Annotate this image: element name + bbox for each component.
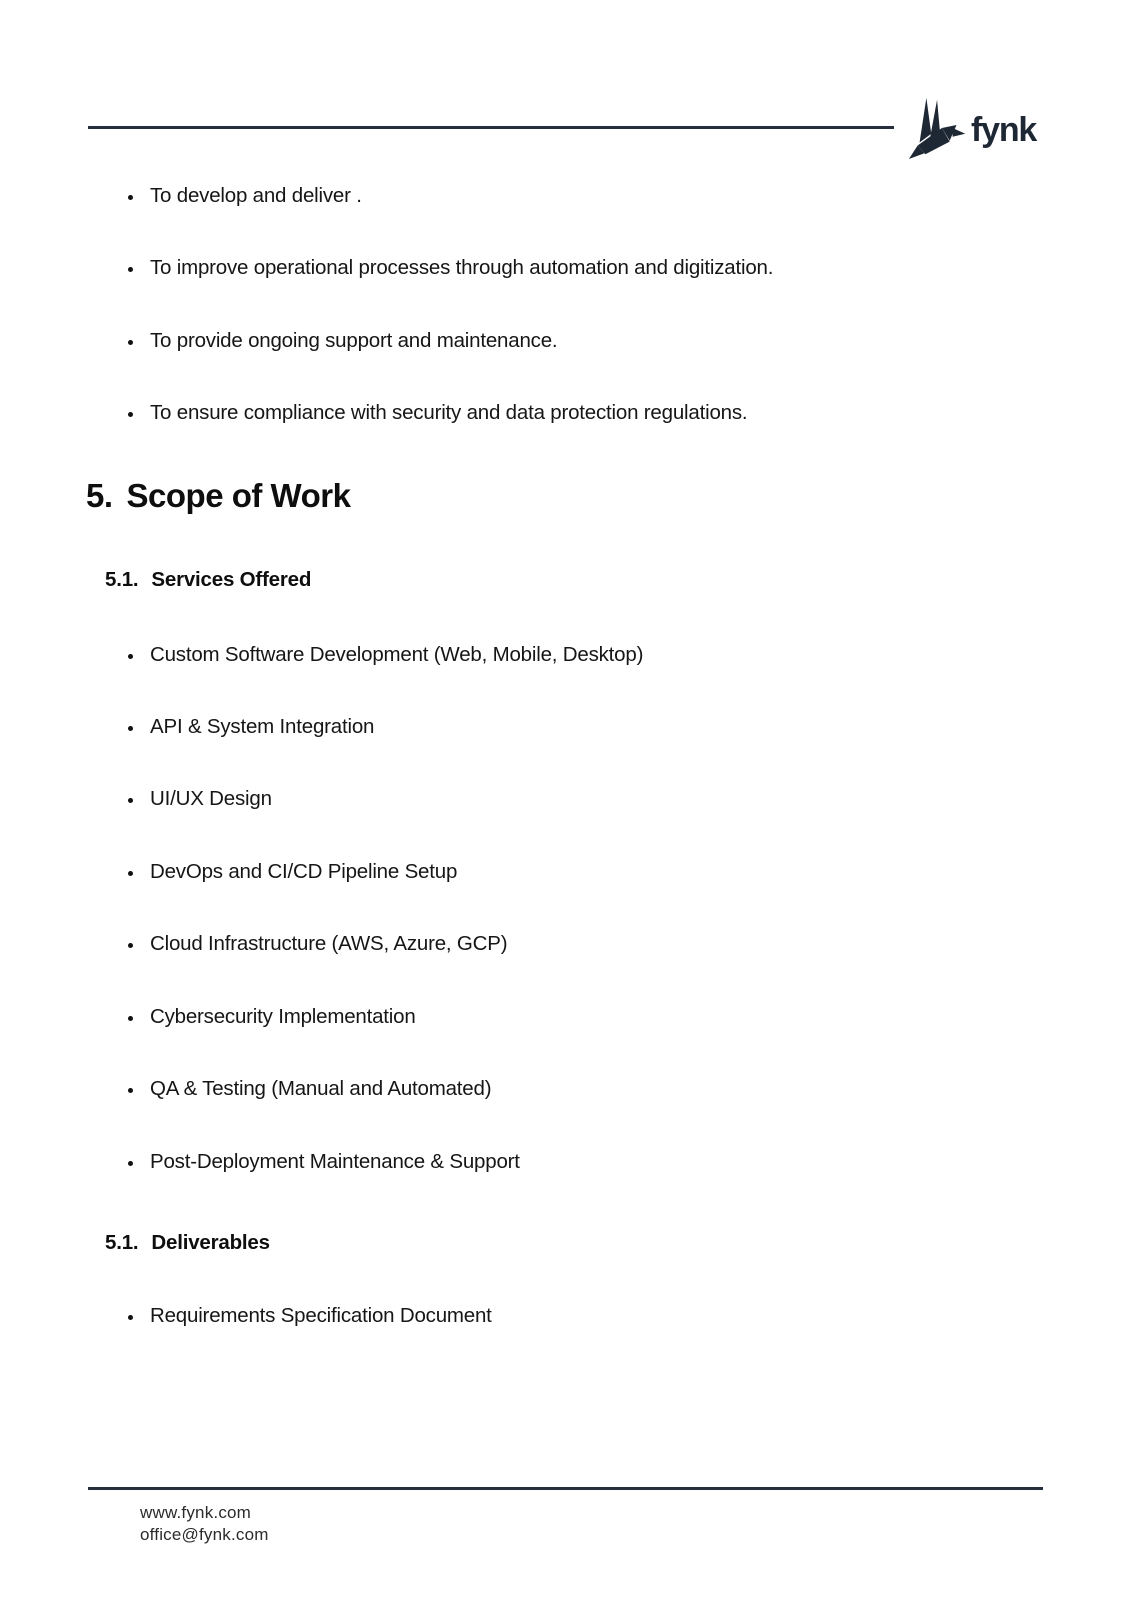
list-item-text: Cybersecurity Implementation — [150, 1005, 416, 1028]
list-item — [128, 1302, 492, 1330]
list-item-text: Post-Deployment Maintenance & Support — [150, 1150, 520, 1173]
list-item-text: To ensure compliance with security and data protection regulations. — [150, 401, 748, 424]
bullet-icon — [128, 1161, 133, 1166]
section-number: 5. — [86, 477, 113, 514]
header-rule — [88, 126, 894, 129]
bullet-icon — [128, 726, 133, 731]
subsection-number: 5.1. — [105, 568, 139, 591]
list-item — [128, 1003, 416, 1031]
bullet-icon — [128, 267, 133, 272]
list-item — [128, 641, 643, 669]
subsection-heading-deliverables — [105, 1229, 270, 1257]
bullet-icon — [128, 340, 133, 345]
subsection-title: Deliverables — [151, 1231, 270, 1254]
bullet-icon — [128, 1088, 133, 1093]
section-title: Scope of Work — [126, 477, 351, 514]
list-item-text: Requirements Specification Document — [150, 1304, 492, 1327]
subsection-title: Services Offered — [151, 568, 312, 591]
bullet-icon — [128, 412, 133, 417]
list-item-text: To provide ongoing support and maintenance. — [150, 329, 558, 352]
list-item — [128, 399, 747, 427]
list-item — [128, 858, 457, 886]
list-item — [128, 327, 557, 355]
bullet-icon — [128, 654, 133, 659]
list-item — [128, 785, 272, 813]
list-item-text: UI/UX Design — [150, 787, 272, 810]
footer-email-link[interactable]: office@fynk.com — [140, 1525, 269, 1544]
list-item-text: Cloud Infrastructure (AWS, Azure, GCP) — [150, 932, 508, 955]
subsection-number: 5.1. — [105, 1231, 139, 1254]
footer-website-link[interactable]: www.fynk.com — [140, 1503, 252, 1522]
list-item-text: To improve operational processes through automation and digitization. — [150, 256, 774, 279]
subsection-heading-services — [105, 566, 311, 594]
list-item — [128, 182, 362, 210]
list-item — [128, 254, 773, 282]
bullet-icon — [128, 871, 133, 876]
list-item-text: API & System Integration — [150, 715, 375, 738]
bullet-icon — [128, 798, 133, 803]
bullet-icon — [128, 195, 133, 200]
list-item — [128, 930, 507, 958]
bullet-icon — [128, 1315, 133, 1320]
list-item — [128, 1148, 520, 1176]
footer-rule — [88, 1487, 1043, 1490]
list-item-text: QA & Testing (Manual and Automated) — [150, 1077, 492, 1100]
list-item-text: Custom Software Development (Web, Mobile, Desktop) — [150, 643, 644, 666]
bullet-icon — [128, 943, 133, 948]
list-item-text: To develop and deliver . — [150, 184, 362, 207]
list-item-text: DevOps and CI/CD Pipeline Setup — [150, 860, 458, 883]
fynk-wordmark: fynk — [971, 111, 1037, 149]
list-item — [128, 713, 374, 741]
origami-bird-icon — [905, 93, 973, 161]
bullet-icon — [128, 1016, 133, 1021]
section-heading — [86, 473, 350, 519]
list-item — [128, 1075, 491, 1103]
